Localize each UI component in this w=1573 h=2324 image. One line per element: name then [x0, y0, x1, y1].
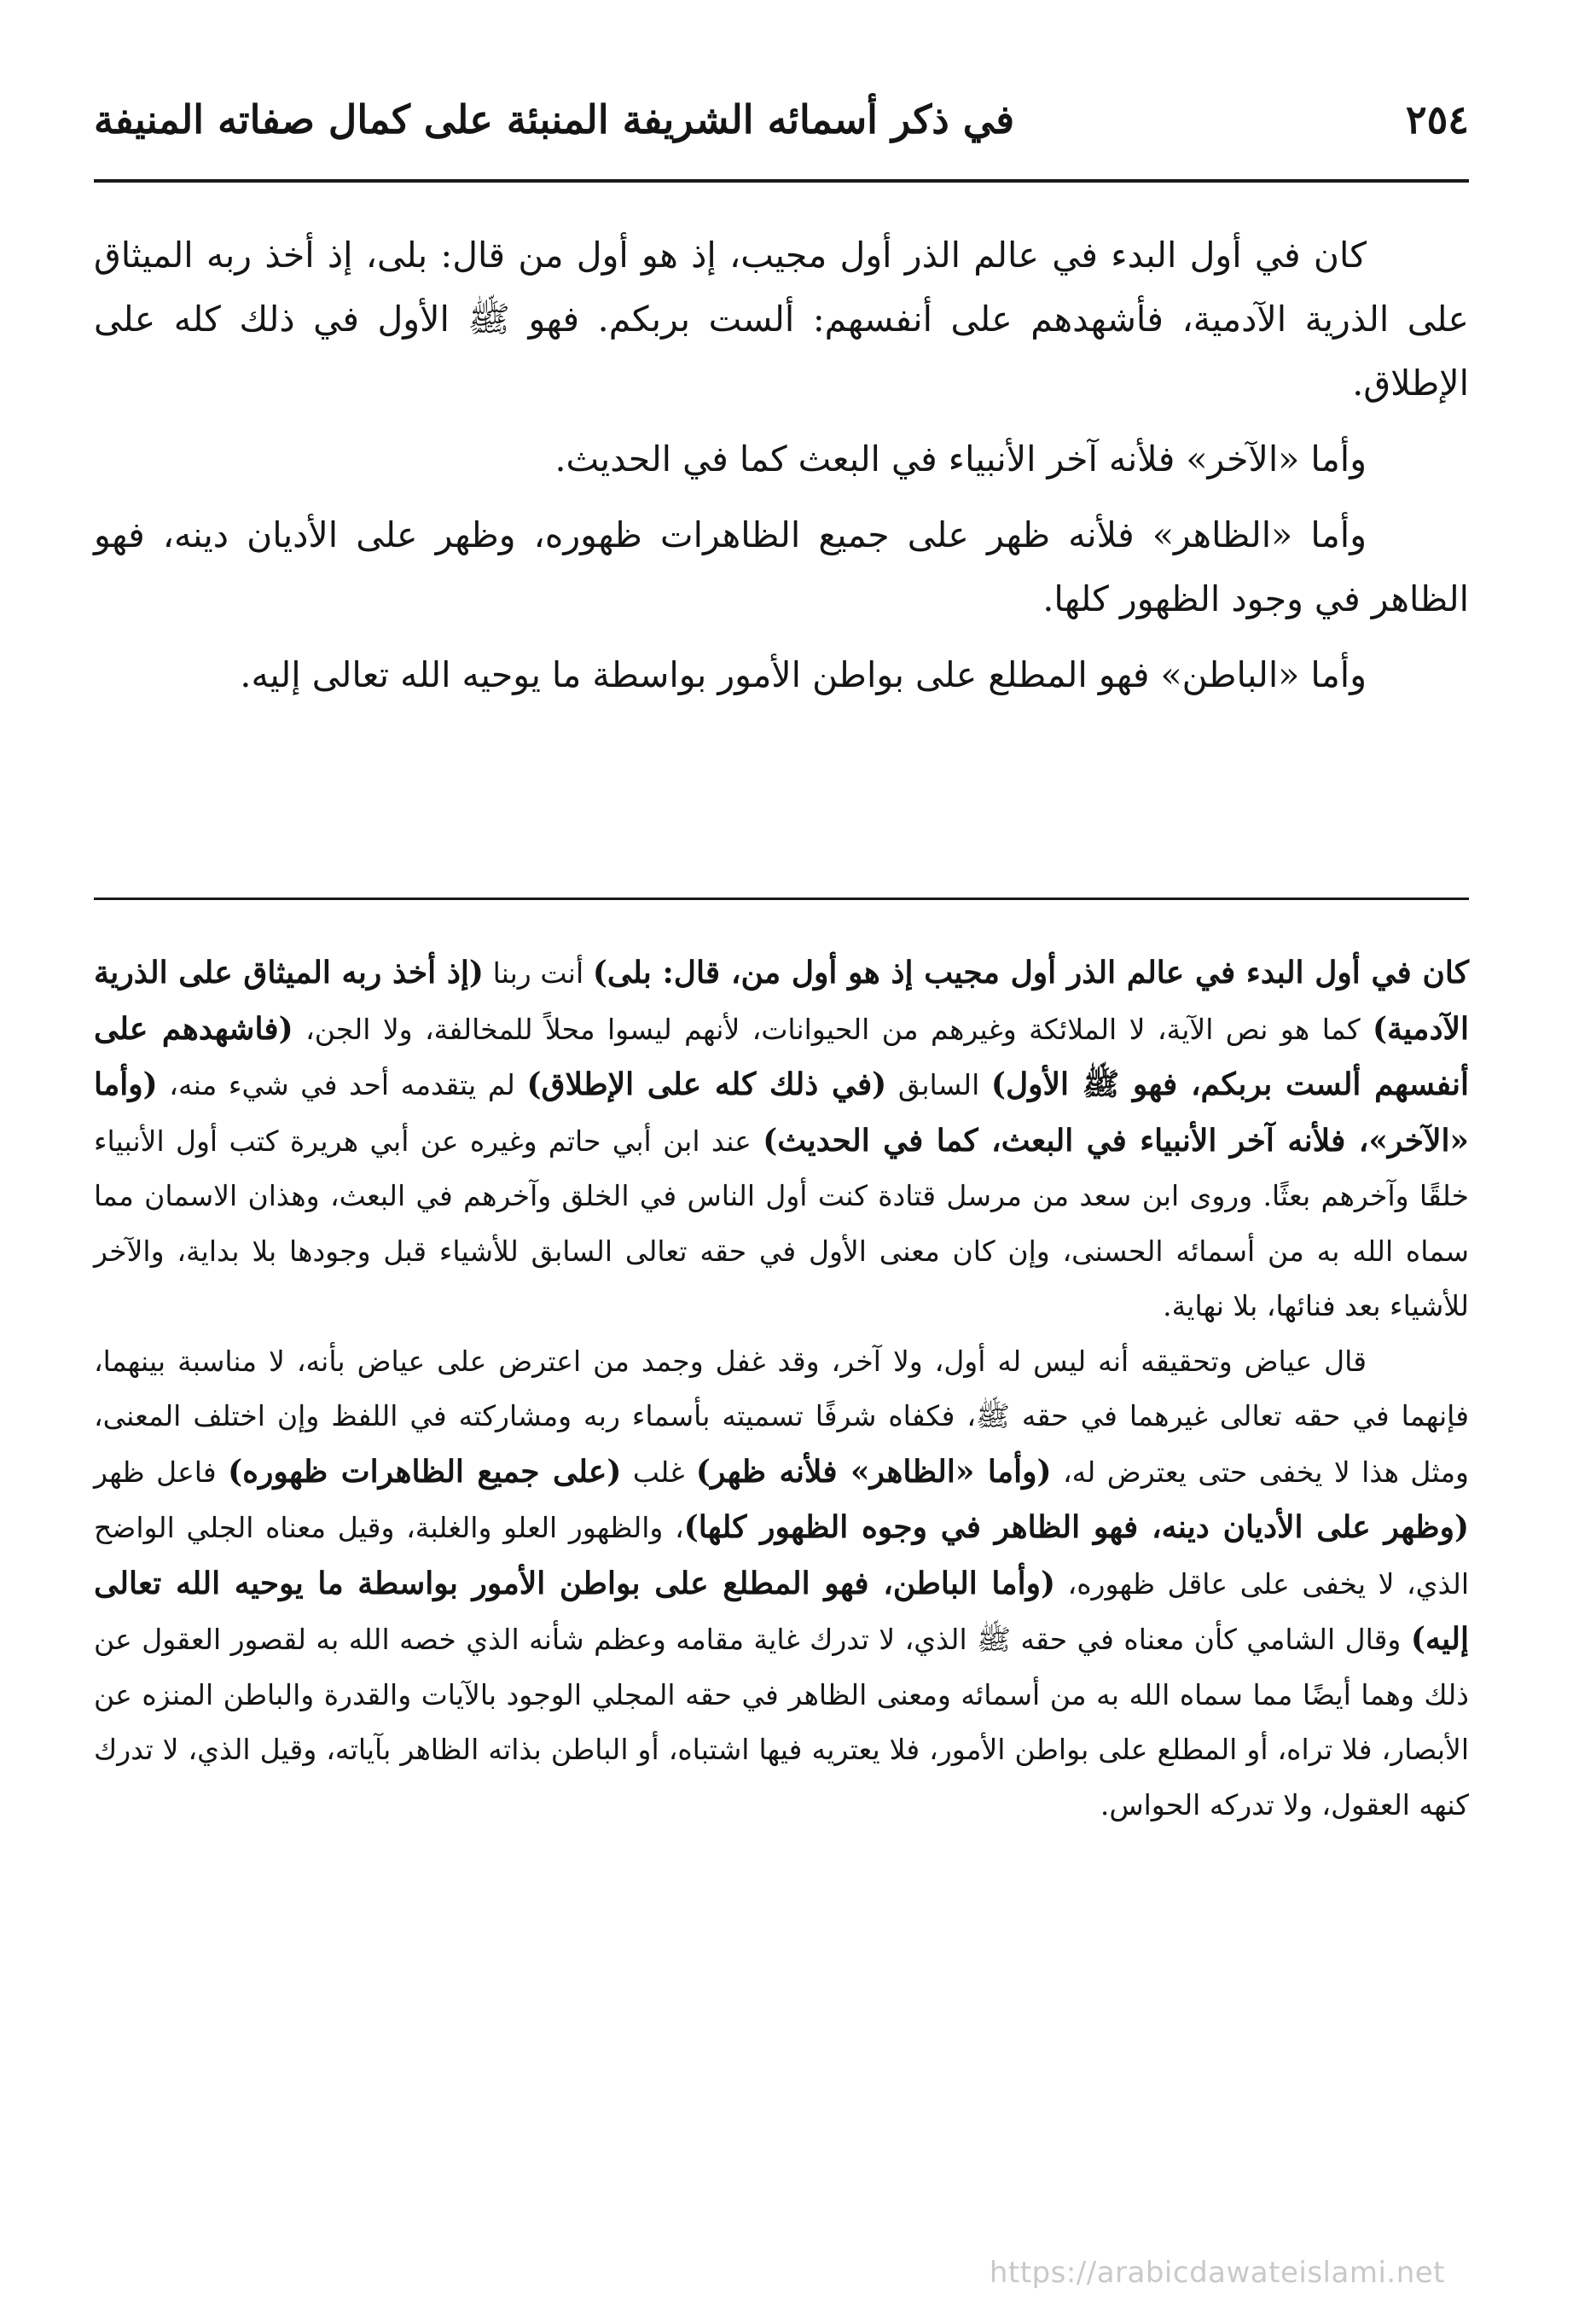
quoted-matn: (وأما «الظاهر» فلأنه ظهر)	[695, 1453, 1052, 1490]
quoted-matn: (وأما الباطن، فهو المطلع على بواطن الأمور بواسطة ما يوحيه الله تعالى إليه)	[94, 1565, 1469, 1657]
main-paragraph: وأما «الظاهر» فلأنه ظهر على جميع الظاهرات ظهوره، وظهر على الأديان دينه، فهو الظاهر في وجود الظهور كلها.	[94, 514, 1469, 619]
main-paragraph: وأما «الباطن» فهو المطلع على بواطن الأمور بواسطة ما يوحيه الله تعالى إليه.	[240, 654, 1367, 695]
header-divider	[94, 179, 1469, 183]
main-paragraph: وأما «الآخر» فلأنه آخر الأنبياء في البعث كما في الحديث.	[554, 439, 1367, 479]
main-text	[94, 224, 1469, 719]
quoted-matn: (فاشهدهم على أنفسهم ألست بربكم، فهو ﷺ الأول)	[94, 1010, 1469, 1102]
watermark-url: https://arabicdawateislami.net	[989, 2256, 1445, 2290]
commentary-divider	[94, 898, 1469, 900]
commentary-text: عند ابن أبي حاتم وغيره عن أبي هريرة كتب أول الأنبياء خلقًا وآخرهم بعثًا. وروى ابن سعد من مرسل قتادة كنت أول الناس في الخلق وآخرهم في البعث، وهذان الاسمان مما سماه الله به من أسمائه الحسنى، وإن كان معنى الأول في حقه تعالى السابق للأشياء قبل وجودها بلا بداية، والآخر للأشياء بعد فنائها، بلا نهاية.	[94, 1124, 1469, 1322]
page-header	[94, 85, 1469, 154]
quoted-matn: كان في أول البدء في عالم الذر أول مجيب إذ هو أول من، قال: بلى)	[592, 955, 1470, 991]
commentary-text: قال عياض وتحقيقه أنه ليس له أول، ولا آخر، وقد غفل وجمد من اعترض على عياض بأنه، لا مناسبة بينهما، فإنهما في حقه تعالى غيرهما في حقه ﷺ، فكفاه شرفًا تسميته بأسماء ربه ومشاركته في اللفظ وإن اختلف المعنى، ومثل هذا لا يخفى حتى يعترض له،	[94, 1344, 1469, 1489]
running-title: في ذكر أسمائه الشريفة المنبئة على كمال صفاته المنيفة	[94, 96, 1015, 142]
quoted-matn: (في ذلك كله على الإطلاق)	[526, 1066, 887, 1102]
commentary-text: كما هو نص الآية، لا الملائكة وغيرهم من الحيوانات، لأنهم ليسوا محلاً للمخالفة، ولا الجن،	[293, 1012, 1373, 1046]
quoted-matn: (إذ أخذ ربه الميثاق على الذرية الآدمية)	[94, 955, 1470, 1047]
commentary-text: فاعل ظهر	[94, 1455, 229, 1489]
commentary-text: السابق	[886, 1068, 991, 1101]
quoted-matn: (على جميع الظاهرات ظهوره)	[228, 1453, 622, 1490]
commentary-text: أنت ربنا	[483, 956, 593, 990]
commentary-paragraph	[94, 1334, 1469, 1833]
page-number: ٢٥٤	[1405, 96, 1469, 142]
commentary-paragraph	[94, 945, 1469, 1334]
commentary	[94, 945, 1469, 1833]
quoted-matn: (وظهر على الأديان دينه، فهو الظاهر في وجوه الظهور كلها)	[683, 1509, 1469, 1545]
commentary-text: غلب	[621, 1455, 696, 1489]
commentary-text: ، والظهور العلو والغلبة، وقيل معناه الجلي الواضح الذي، لا يخفى على عاقل ظهوره،	[94, 1511, 1469, 1601]
main-paragraph: كان في أول البدء في عالم الذر أول مجيب، إذ هو أول من قال: بلى، إذ أخذ ربه الميثاق على الذرية الآدمية، فأشهدهم على أنفسهم: ألست بربكم. فهو ﷺ الأول في ذلك كله على الإطلاق.	[94, 235, 1469, 404]
commentary-text: لم يتقدمه أحد في شيء منه،	[157, 1068, 527, 1101]
quoted-matn: (وأما «الآخر»، فلأنه آخر الأنبياء في البعث، كما في الحديث)	[94, 1066, 1469, 1159]
commentary-text: وقال الشامي كأن معناه في حقه ﷺ الذي، لا تدرك غاية مقامه وعظم شأنه الذي خصه الله به لقصور العقول عن ذلك وهما أيضًا مما سماه الله به من أسمائه ومعنى الظاهر في حقه المجلي الوجود بالآيات والقدرة والباطن المنزه عن الأبصار، فلا تراه، أو المطلع على بواطن الأمور، فلا يعتريه فيها اشتباه، أو الباطن بذاته الظاهر بآياته، وقيل الذي، لا تدرك كنهه العقول، ولا تدركه الحواس.	[94, 1623, 1469, 1821]
